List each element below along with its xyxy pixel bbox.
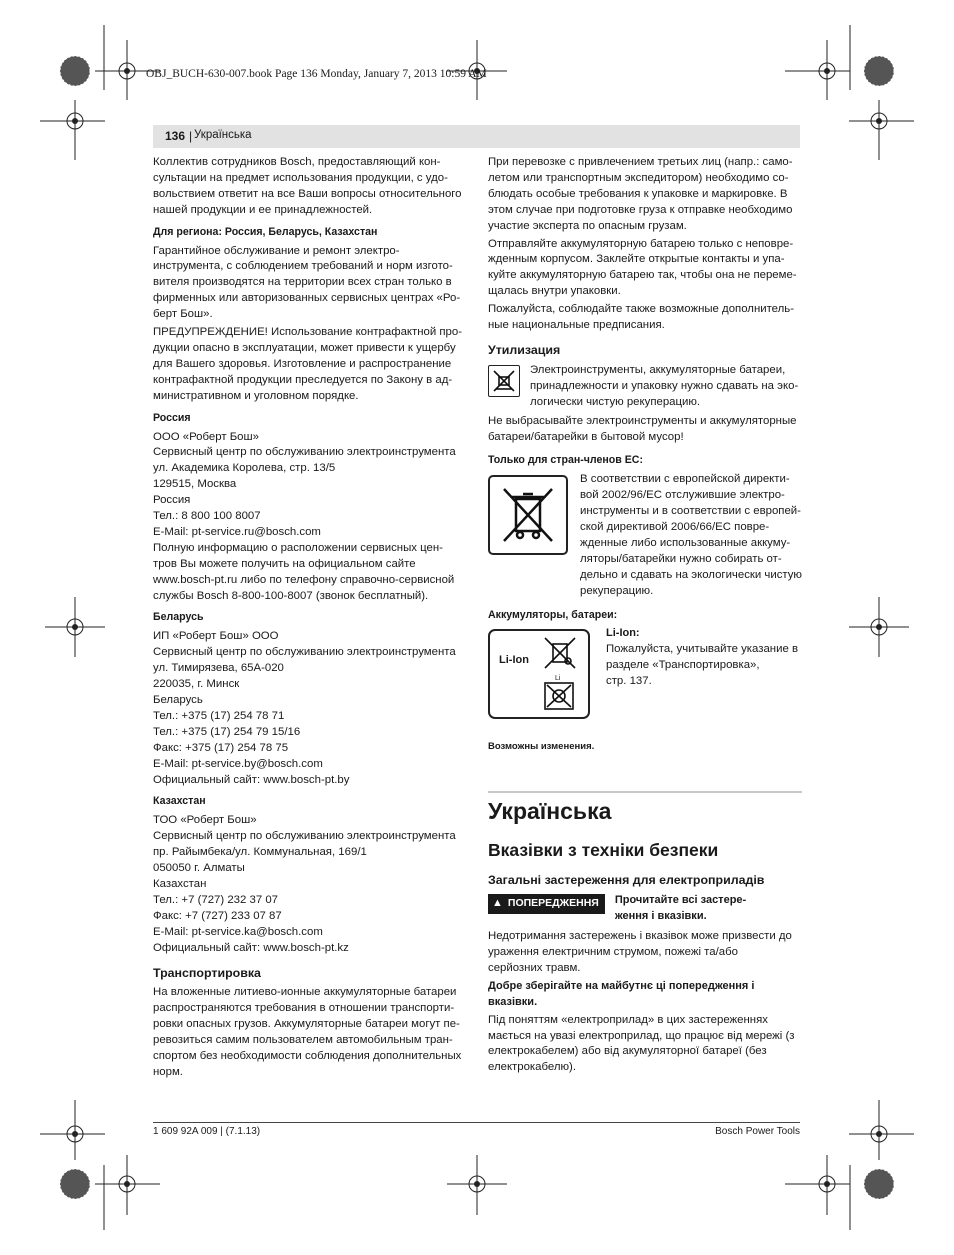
text-line: ул. Академика Королева, стр. 13/5 bbox=[153, 462, 336, 475]
text-line: мається на увазі електроприлад, що працює від мережі (з bbox=[488, 1029, 795, 1042]
text-line: ураження електричним струмом, пожежі та/або bbox=[488, 946, 738, 958]
changes-note: Возможны изменения. bbox=[488, 741, 595, 753]
text-line: участие эксперта по опасным грузам. bbox=[488, 219, 687, 232]
text-line: Під поняттям «електроприлад» в цих застереженнях bbox=[488, 1013, 768, 1026]
text-line: Отправляйте аккумуляторную батарею только с неповре- bbox=[488, 237, 794, 250]
russia-contact bbox=[153, 430, 465, 605]
text-line: Официальный сайт: www.bosch-pt.by bbox=[153, 773, 350, 786]
text-line: жденным корпусом. Заклейте открытые контакты и упа- bbox=[488, 253, 785, 266]
text-line: службы Bosch 8-800-100-8007 (звонок бесплатный). bbox=[153, 589, 429, 602]
text-line: рекуперацию. bbox=[580, 584, 654, 597]
text-line: берт Бош». bbox=[153, 308, 213, 321]
text-line: ревозиться самим пользователем автомобильным тран- bbox=[153, 1034, 453, 1047]
text-line: контрафактной продукции преследуется по Закону в ад- bbox=[153, 373, 453, 386]
text-line: Добре зберігайте на майбутнє ці попередження і bbox=[488, 979, 755, 992]
text-line: www.bosch-pt.ru либо по телефону справочно-сервисной bbox=[153, 573, 455, 586]
header-language: Українська bbox=[194, 129, 252, 141]
warning-badge-label: ПОПЕРЕДЖЕННЯ bbox=[507, 897, 599, 910]
text-line: При перевозке с привлечением третьих лиц (напр.: само- bbox=[488, 156, 793, 168]
text-line: Не выбрасывайте электроинструменты и аккумуляторные bbox=[488, 414, 797, 427]
text-line: 220035, г. Минск bbox=[153, 678, 240, 691]
text-line: ження і вказівки. bbox=[614, 910, 707, 923]
text-line: E-Mail: pt-service.by@bosch.com bbox=[153, 757, 323, 770]
text-line: вителя производятся на территории всех стран только в bbox=[153, 276, 452, 289]
text-line: E-Mail: pt-service.ka@bosch.com bbox=[153, 925, 323, 938]
li-small-label: Li bbox=[555, 675, 561, 683]
batteries-heading: Аккумуляторы, батареи: bbox=[488, 608, 618, 621]
text-line: тров Вы можете получить на официальном сайте bbox=[153, 557, 416, 570]
transport-paragraph bbox=[153, 985, 465, 1080]
text-line: ные национальные предписания. bbox=[488, 319, 665, 332]
belarus-contact bbox=[153, 629, 465, 788]
recycling-tools-icon bbox=[488, 365, 520, 397]
text-line: вой 2002/96/ЕС отслужившие электро- bbox=[580, 489, 785, 502]
disposal-paragraph bbox=[530, 363, 798, 411]
text-line: норм. bbox=[153, 1065, 183, 1078]
text-line: В соответствии с европейской директи- bbox=[580, 473, 790, 486]
text-line: ровки опасных грузов. Аккумуляторные батареи могут пе- bbox=[153, 1018, 460, 1031]
text-line: ул. Тимирязева, 65А-020 bbox=[153, 662, 284, 675]
page-number: 136 bbox=[165, 129, 186, 143]
text-line: ТОО «Роберт Бош» bbox=[153, 814, 257, 827]
text-line: блюдать особые требования к упаковке и маркировке. В bbox=[488, 187, 788, 200]
text-line: Электроинструменты, аккумуляторные батареи, bbox=[530, 363, 786, 376]
text-line: Коллектив сотрудников Bosch, предоставляющий кон- bbox=[153, 156, 441, 168]
text-line: Официальный сайт: www.bosch-pt.kz bbox=[153, 941, 349, 954]
text-line: Прочитайте всі застере- bbox=[614, 894, 747, 907]
text-line: фирменных или авторизованных сервисных центрах «Ро- bbox=[153, 292, 461, 305]
text-line: На вложенные литиево-ионные аккумуляторные батареи bbox=[153, 986, 457, 999]
print-metadata: OBJ_BUCH-630-007.book Page 136 Monday, January 7, 2013 10:59 AM bbox=[146, 68, 487, 80]
safety-heading: Вказівки з техніки безпеки bbox=[488, 840, 719, 861]
transport-paragraph-3 bbox=[488, 302, 802, 334]
warning-read-instructions bbox=[615, 893, 746, 925]
text-line: Недотримання застережень і вказівок може призвести до bbox=[488, 930, 792, 943]
text-line: Тел.: 8 800 100 8007 bbox=[153, 510, 261, 523]
text-line: електрокабелю). bbox=[488, 1061, 577, 1074]
warning-badge bbox=[488, 894, 605, 914]
text-line: Тел.: +375 (17) 254 78 71 bbox=[153, 709, 285, 722]
text-line: Полную информацию о расположении сервисных цен- bbox=[153, 541, 443, 554]
text-line: министративном и уголовном порядке. bbox=[153, 389, 359, 402]
header-separator: | bbox=[189, 129, 193, 143]
page-header-bar bbox=[153, 125, 800, 148]
text-line: E-Mail: pt-service.ru@bosch.com bbox=[153, 525, 321, 538]
text-line: Сервисный центр по обслуживанию электроинструмента bbox=[153, 646, 456, 659]
text-line: дукции опасно в эксплуатации, может привести к ущербу bbox=[153, 341, 456, 354]
text-line: пр. Райымбека/ул. Коммунальная, 169/1 bbox=[153, 846, 367, 859]
ua-paragraph-1 bbox=[488, 929, 802, 977]
text-line: Россия bbox=[153, 494, 191, 507]
text-line: спортом без необходимости соблюдения дополнительных bbox=[153, 1050, 462, 1063]
section-divider bbox=[488, 791, 802, 793]
text-line: принадлежности и упаковку нужно сдавать на эко- bbox=[530, 379, 799, 392]
text-line: ООО «Роберт Бош» bbox=[153, 430, 259, 443]
transport-heading: Транспортировка bbox=[153, 965, 261, 980]
eu-heading: Только для стран-членов ЕС: bbox=[488, 454, 643, 467]
li-ion-battery-icon bbox=[488, 629, 590, 719]
text-line: Пожалуйста, учитывайте указание в bbox=[606, 643, 799, 656]
text-line: для Вашего здоровья. Изготовление и распространение bbox=[153, 357, 452, 370]
text-line: сультации на предмет использования продукции, с удо- bbox=[153, 171, 448, 184]
text-line: ИП «Роберт Бош» ООО bbox=[153, 630, 279, 643]
text-line: инструмента, с соблюдением требований и норм изгото- bbox=[153, 260, 453, 273]
text-line: ПРЕДУПРЕЖДЕНИЕ! Использование контрафактной про- bbox=[153, 326, 463, 339]
general-warnings-heading: Загальні застереження для електроприладів bbox=[488, 873, 765, 888]
footer-left: 1 609 92A 009 | (7.1.13) bbox=[153, 1126, 261, 1137]
text-line: щалась внутри упаковки. bbox=[488, 285, 621, 298]
ua-paragraph-2 bbox=[488, 979, 802, 1011]
text-line: инструменты и в соответствии с европей- bbox=[580, 505, 801, 518]
ukrainian-title: Українська bbox=[488, 798, 612, 825]
text-line: распространяются требования в отношении транспорти- bbox=[153, 1002, 455, 1015]
text-line: куйте аккумуляторную батарею так, чтобы она не переме- bbox=[488, 269, 797, 282]
russia-heading: Россия bbox=[153, 411, 191, 424]
right-column bbox=[488, 155, 802, 1078]
warning-triangle-icon: ▲ bbox=[492, 897, 503, 910]
region-paragraph bbox=[153, 244, 465, 324]
kazakhstan-heading: Казахстан bbox=[153, 795, 206, 808]
text-line: батареи/батарейки в бытовой мусор! bbox=[488, 430, 684, 443]
text-line: Сервисный центр по обслуживанию электроинструмента bbox=[153, 830, 456, 843]
footer-right: Bosch Power Tools bbox=[715, 1126, 800, 1137]
counterfeit-warning bbox=[153, 325, 465, 405]
text-line: серйозних травм. bbox=[488, 961, 581, 974]
ua-paragraph-3 bbox=[488, 1013, 802, 1077]
text-line: Сервисный центр по обслуживанию электроинструмента bbox=[153, 446, 456, 459]
text-line: стр. 137. bbox=[606, 675, 652, 688]
text-line: ской директивой 2006/66/ЕС повре- bbox=[580, 521, 770, 534]
li-ion-paragraph bbox=[606, 642, 798, 690]
transport-paragraph-2 bbox=[488, 237, 802, 301]
text-line: летом или транспортным экспедитором) необходимо со- bbox=[488, 171, 789, 184]
text-line: Факс: +375 (17) 254 78 75 bbox=[153, 741, 289, 754]
text-line: вказівки. bbox=[488, 995, 538, 1008]
text-line: вольствием ответит на все Ваши вопросы относительного bbox=[153, 187, 462, 200]
footer-rule bbox=[153, 1122, 800, 1123]
text-line: електрокабелем) або від акумуляторної батареї (без bbox=[488, 1045, 767, 1058]
region-heading: Для региона: Россия, Беларусь, Казахстан bbox=[153, 225, 378, 238]
li-ion-heading: Li-Ion: bbox=[606, 627, 640, 640]
disposal-heading: Утилизация bbox=[488, 342, 561, 357]
text-line: нашей продукции и ее принадлежностей. bbox=[153, 203, 373, 216]
belarus-heading: Беларусь bbox=[153, 611, 204, 624]
text-line: 129515, Москва bbox=[153, 478, 237, 491]
eu-directive-paragraph bbox=[580, 472, 802, 599]
li-ion-icon-label: Li-Ion bbox=[499, 654, 529, 667]
text-line: этом случае при подготовке груза к отправке необходимо bbox=[488, 203, 793, 216]
text-line: разделе «Транспортировка», bbox=[606, 659, 760, 672]
text-line: Тел.: +7 (727) 232 37 07 bbox=[153, 893, 278, 906]
text-line: Пожалуйста, соблюдайте также возможные дополнитель- bbox=[488, 303, 795, 316]
text-line: Факс: +7 (727) 233 07 87 bbox=[153, 909, 282, 922]
transport-paragraph-1 bbox=[488, 155, 802, 235]
text-line: логически чистую рекуперацию. bbox=[530, 395, 701, 408]
text-line: Гарантийное обслуживание и ремонт электро- bbox=[153, 244, 400, 257]
left-column bbox=[153, 155, 465, 1083]
text-line: ляторы/батарейки нужно собирать от- bbox=[580, 552, 782, 565]
text-line: дельно и сдавать на экологически чистую bbox=[580, 568, 802, 581]
intro-paragraph bbox=[153, 155, 465, 219]
text-line: Казахстан bbox=[153, 877, 207, 890]
kazakhstan-contact bbox=[153, 813, 465, 956]
text-line: Тел.: +375 (17) 254 79 15/16 bbox=[153, 725, 301, 738]
text-line: жденные либо использованные аккуму- bbox=[580, 536, 791, 549]
text-line: Беларусь bbox=[153, 694, 203, 706]
text-line: 050050 г. Алматы bbox=[153, 862, 245, 875]
crossed-bin-icon bbox=[488, 475, 568, 555]
disposal-warning bbox=[488, 414, 802, 446]
